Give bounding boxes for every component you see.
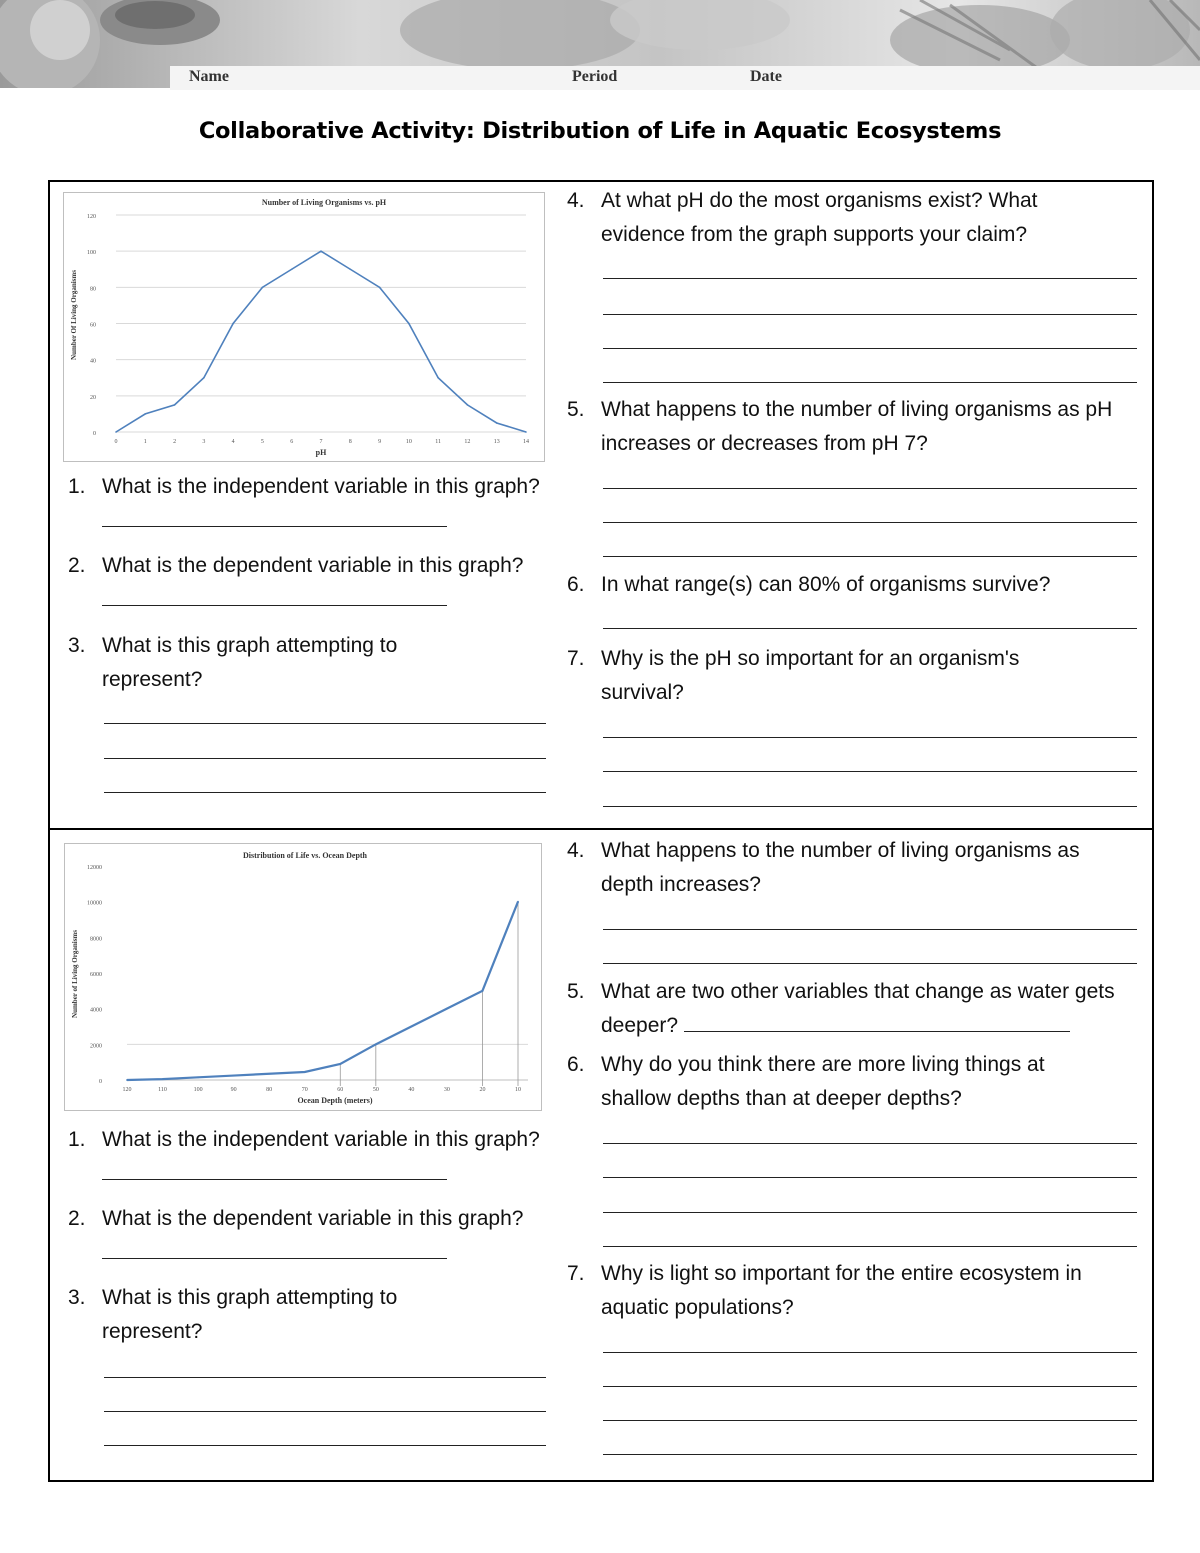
ph-chart-point xyxy=(115,431,117,433)
s2-q6-answer-line[interactable] xyxy=(603,1176,1137,1178)
ph-chart-x-tick: 6 xyxy=(290,439,294,445)
depth-chart-x-tick: 90 xyxy=(230,1087,237,1093)
depth-chart-x-tick: 120 xyxy=(122,1087,132,1093)
depth-chart-x-tick: 10 xyxy=(515,1087,521,1093)
depth-chart-x-tick: 100 xyxy=(193,1087,203,1093)
depth-chart-y-tick: 6000 xyxy=(90,972,102,978)
depth-chart-y-tick: 2000 xyxy=(90,1043,102,1050)
ph-chart-series-line xyxy=(116,251,526,432)
ph-chart-y-tick: 40 xyxy=(90,358,96,365)
depth-chart-point xyxy=(304,1071,306,1073)
s2-q3-text: What is this graph attempting to represent? xyxy=(102,1286,398,1343)
ph-chart-x-tick: 8 xyxy=(348,439,352,445)
s1-q3-answer-line[interactable] xyxy=(104,722,546,724)
s1-q4-text: At what pH do the most organisms exist? What evidence from the graph supports your claim? xyxy=(601,189,1038,246)
depth-chart-point xyxy=(339,1063,341,1065)
ph-chart-x-tick: 9 xyxy=(378,439,382,445)
depth-chart-x-tick: 30 xyxy=(443,1087,450,1093)
s1-question-4 xyxy=(567,184,1142,252)
s1-q6-answer-line[interactable] xyxy=(603,627,1137,629)
s1-q4-number: 4. xyxy=(567,189,585,212)
depth-chart xyxy=(64,843,542,1111)
s2-q7-answer-line[interactable] xyxy=(603,1453,1137,1455)
period-label: Period xyxy=(572,68,618,85)
s2-q5-answer-line[interactable] xyxy=(684,1011,1070,1032)
s1-question-3 xyxy=(68,629,488,697)
depth-chart-x-tick: 110 xyxy=(158,1087,167,1093)
depth-chart-svg xyxy=(65,844,541,1110)
ph-chart-x-tick: 1 xyxy=(143,439,147,445)
s1-q4-answer-line[interactable] xyxy=(603,313,1137,315)
ph-chart-point xyxy=(525,431,527,433)
s2-q5-number: 5. xyxy=(567,980,585,1003)
depth-chart-y-tick: 12000 xyxy=(87,865,102,871)
ph-chart-point xyxy=(379,287,381,289)
ph-chart-point xyxy=(144,413,146,415)
s2-q6-answer-line[interactable] xyxy=(603,1142,1137,1144)
s1-q7-answer-line[interactable] xyxy=(603,770,1137,772)
ph-chart-point xyxy=(291,268,293,270)
s2-q1-number: 1. xyxy=(68,1128,86,1151)
ph-chart-point xyxy=(203,377,205,379)
ph-chart-y-tick: 100 xyxy=(87,250,96,257)
s2-q4-text: What happens to the number of living organisms as depth increases? xyxy=(601,839,1080,896)
depth-chart-point xyxy=(268,1073,270,1075)
s1-q1-text: What is the independent variable in this graph? xyxy=(102,475,540,498)
depth-chart-point xyxy=(375,1043,377,1045)
page-title: Collaborative Activity: Distribution of Life in Aquatic Ecosystems xyxy=(198,118,1002,144)
ph-chart-point xyxy=(320,250,322,252)
s2-q6-number: 6. xyxy=(567,1053,585,1076)
depth-chart-point xyxy=(517,901,519,903)
s2-q6-answer-line[interactable] xyxy=(603,1211,1137,1213)
s1-q5-answer-line[interactable] xyxy=(603,521,1137,523)
ph-chart-x-tick: 5 xyxy=(260,439,264,445)
ph-chart-x-tick: 11 xyxy=(435,439,442,445)
s2-q1-answer-line[interactable] xyxy=(102,1159,447,1180)
s2-q4-answer-line[interactable] xyxy=(603,962,1137,964)
s1-q4-answer-line[interactable] xyxy=(603,347,1137,349)
s1-q5-number: 5. xyxy=(567,398,585,421)
s2-q6-text: Why do you think there are more living things at shallow depths than at deeper depths? xyxy=(601,1053,1045,1110)
ph-chart-point xyxy=(349,268,351,270)
s1-q6-text: In what range(s) can 80% of organisms survive? xyxy=(601,573,1051,596)
s1-question-5 xyxy=(567,393,1142,461)
s1-q4-answer-line[interactable] xyxy=(603,381,1137,383)
s1-q2-text: What is the dependent variable in this graph? xyxy=(102,554,524,577)
ph-chart-y-tick: 80 xyxy=(90,286,96,293)
s2-question-2 xyxy=(68,1202,548,1270)
date-label: Date xyxy=(750,68,782,85)
s2-q5-text: What are two other variables that change as water gets deeper? xyxy=(601,980,1115,1037)
ph-chart-title: Number of Living Organisms vs. pH xyxy=(261,198,387,207)
depth-chart-x-tick: 60 xyxy=(337,1087,344,1093)
ph-chart-point xyxy=(408,323,410,325)
s2-q6-answer-line[interactable] xyxy=(603,1245,1137,1247)
ph-chart-x-tick: 14 xyxy=(523,439,529,445)
depth-chart-y-tick: 0 xyxy=(99,1079,102,1085)
s1-q7-text: Why is the pH so important for an organism's survival? xyxy=(601,647,1020,704)
s2-q3-answer-line[interactable] xyxy=(104,1376,546,1378)
s1-q1-number: 1. xyxy=(68,475,86,498)
ph-chart-point xyxy=(174,404,176,406)
depth-chart-ylabel: Number of Living Organisms xyxy=(71,930,79,1018)
depth-chart-x-tick: 80 xyxy=(266,1087,273,1093)
s2-q3-answer-line[interactable] xyxy=(104,1444,546,1446)
s1-q2-number: 2. xyxy=(68,554,86,577)
s1-q5-answer-line[interactable] xyxy=(603,487,1137,489)
depth-chart-point xyxy=(126,1079,128,1081)
s1-q3-answer-line[interactable] xyxy=(104,791,546,793)
ph-chart-point xyxy=(232,323,234,325)
ph-chart-xlabel: pH xyxy=(315,448,327,457)
s2-question-5 xyxy=(567,975,1142,1043)
s1-q1-answer-line[interactable] xyxy=(102,506,447,527)
depth-chart-point xyxy=(446,1008,448,1010)
ph-chart-point xyxy=(437,377,439,379)
s1-q3-number: 3. xyxy=(68,634,86,657)
depth-chart-x-tick: 40 xyxy=(408,1087,415,1093)
depth-chart-point xyxy=(162,1078,164,1080)
s1-question-1 xyxy=(68,470,548,538)
ph-chart-y-tick: 20 xyxy=(90,394,96,401)
ph-chart xyxy=(63,192,545,462)
s1-q5-text: What happens to the number of living organisms as pH increases or decreases from pH 7? xyxy=(601,398,1113,455)
depth-chart-y-tick: 4000 xyxy=(90,1007,102,1014)
s1-question-7 xyxy=(567,642,1142,710)
ph-chart-point xyxy=(262,287,264,289)
ph-chart-x-tick: 4 xyxy=(231,439,235,445)
s1-q2-answer-line[interactable] xyxy=(102,585,447,606)
s1-q7-number: 7. xyxy=(567,647,585,670)
s1-q3-answer-line[interactable] xyxy=(104,757,546,759)
s2-q3-number: 3. xyxy=(68,1286,86,1309)
depth-chart-point xyxy=(197,1076,199,1078)
s2-q2-text: What is the dependent variable in this graph? xyxy=(102,1207,524,1230)
s2-q7-answer-line[interactable] xyxy=(603,1351,1137,1353)
s2-q1-text: What is the independent variable in this graph? xyxy=(102,1128,540,1151)
s1-q6-number: 6. xyxy=(567,573,585,596)
depth-chart-series-line xyxy=(127,902,518,1080)
s2-q2-answer-line[interactable] xyxy=(102,1238,447,1259)
ph-chart-x-tick: 0 xyxy=(114,439,118,445)
s1-q5-answer-line[interactable] xyxy=(603,555,1137,557)
s2-q3-answer-line[interactable] xyxy=(104,1410,546,1412)
depth-chart-x-tick: 50 xyxy=(372,1087,379,1093)
ph-chart-x-tick: 12 xyxy=(464,439,471,445)
s1-q7-answer-line[interactable] xyxy=(603,736,1137,738)
s1-q7-answer-line[interactable] xyxy=(603,805,1137,807)
s1-question-6 xyxy=(567,568,1142,602)
section-divider xyxy=(48,828,1154,830)
s2-q7-answer-line[interactable] xyxy=(603,1419,1137,1421)
s2-question-3 xyxy=(68,1281,488,1349)
s1-q4-answer-line[interactable] xyxy=(603,277,1137,279)
s1-question-2 xyxy=(68,549,548,617)
depth-chart-y-tick: 8000 xyxy=(90,936,102,943)
depth-chart-xlabel: Ocean Depth (meters) xyxy=(297,1096,373,1105)
s2-q7-answer-line[interactable] xyxy=(603,1385,1137,1387)
s2-q7-text: Why is light so important for the entire ecosystem in aquatic populations? xyxy=(601,1262,1082,1319)
ph-chart-y-tick: 60 xyxy=(90,322,96,329)
s2-question-6 xyxy=(567,1048,1142,1116)
depth-chart-y-tick: 10000 xyxy=(87,900,102,907)
ph-chart-svg xyxy=(64,193,544,461)
ph-chart-y-tick: 0 xyxy=(93,431,96,437)
depth-chart-x-tick: 70 xyxy=(301,1087,308,1093)
depth-chart-point xyxy=(233,1075,235,1077)
name-label: Name xyxy=(189,68,229,85)
ph-chart-x-tick: 13 xyxy=(493,439,500,445)
ph-chart-point xyxy=(496,422,498,424)
s2-question-4 xyxy=(567,834,1142,902)
depth-chart-point xyxy=(410,1026,412,1028)
ph-chart-x-tick: 7 xyxy=(319,439,323,445)
ph-chart-x-tick: 2 xyxy=(173,439,177,445)
ph-chart-y-tick: 120 xyxy=(87,214,96,220)
s2-q7-number: 7. xyxy=(567,1262,585,1285)
ph-chart-ylabel: Number Of Living Organisms xyxy=(70,270,78,360)
ph-chart-point xyxy=(467,404,469,406)
depth-chart-x-tick: 20 xyxy=(479,1087,486,1093)
s2-q4-answer-line[interactable] xyxy=(603,928,1137,930)
depth-chart-point xyxy=(482,990,484,992)
s2-question-1 xyxy=(68,1123,548,1191)
s2-q2-number: 2. xyxy=(68,1207,86,1230)
s2-q4-number: 4. xyxy=(567,839,585,862)
ph-chart-x-tick: 10 xyxy=(405,439,412,445)
s1-q3-text: What is this graph attempting to represent? xyxy=(102,634,398,691)
s2-question-7 xyxy=(567,1257,1142,1325)
name-strip xyxy=(170,66,1200,90)
depth-chart-title: Distribution of Life vs. Ocean Depth xyxy=(243,851,367,860)
ph-chart-x-tick: 3 xyxy=(202,439,206,445)
